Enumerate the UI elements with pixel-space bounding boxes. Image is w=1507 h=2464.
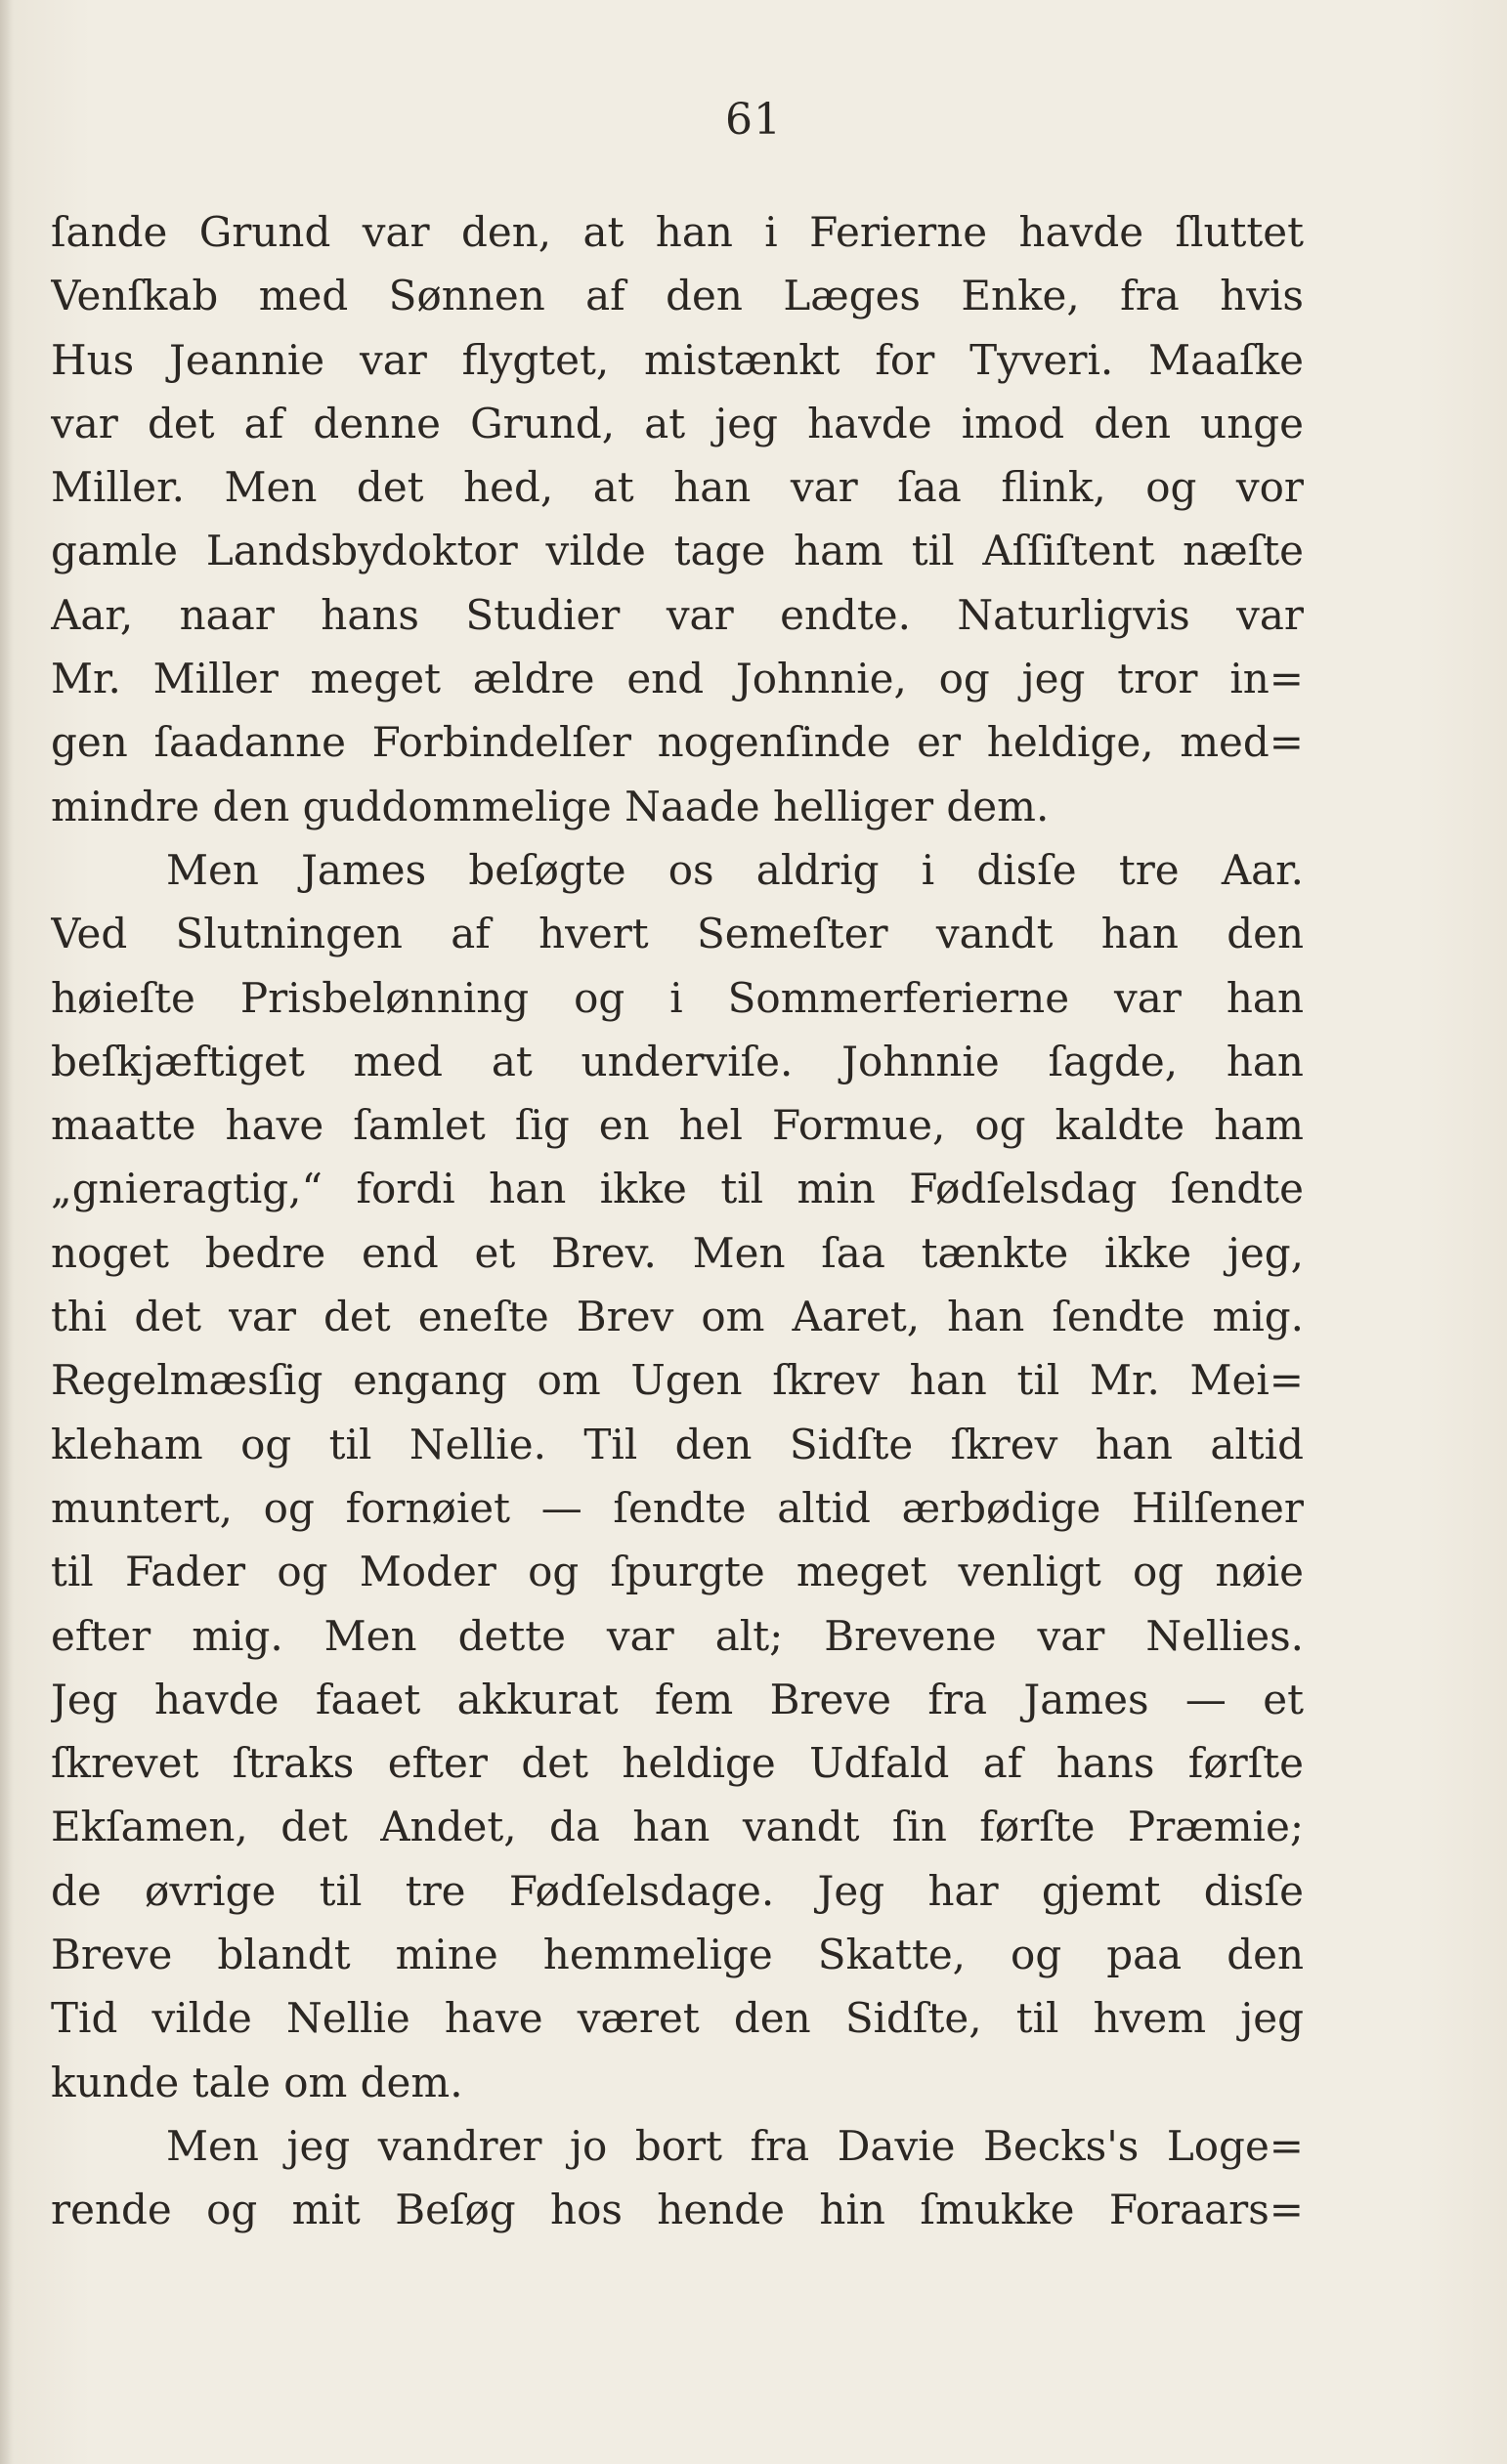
text-line: ſande Grund var den, at han i Ferierne havde ſluttet [51, 208, 1304, 256]
text-line: de øvrige til tre Fødſelsdage. Jeg har gjemt disſe [51, 1866, 1304, 1915]
text-line: maatte have ſamlet ſig en hel Formue, og kaldte ham [51, 1101, 1304, 1150]
text-line: Jeg havde faaet akkurat fem Breve fra James — et [51, 1675, 1304, 1723]
text-line: Mr. Miller meget ældre end Johnnie, og jeg tror in= [51, 655, 1304, 703]
text-line: høieſte Prisbelønning og i Sommerferierne var han [51, 973, 1304, 1022]
text-line: Ved Slutningen af hvert Semeſter vandt han den [51, 910, 1304, 958]
text-line: efter mig. Men dette var alt; Brevene var Nellies. [51, 1611, 1304, 1660]
text-line: Breve blandt mine hemmelige Skatte, og paa den [51, 1931, 1304, 1979]
text-line: til Fader og Moder og ſpurgte meget venligt og nøie [51, 1548, 1304, 1596]
text-line: var det af denne Grund, at jeg havde imod den unge [51, 399, 1304, 447]
text-line: rende og mit Beſøg hos hende hin ſmukke Foraars= [51, 2186, 1304, 2234]
text-line: „gnieragtig,“ fordi han ikke til min Fødſelsdag ſendte [51, 1165, 1304, 1213]
text-line: Miller. Men det hed, at han var ſaa flink, og vor [51, 463, 1304, 512]
text-line: mindre den guddommelige Naade helliger dem. [51, 782, 1050, 830]
text-line: muntert, og fornøiet — ſendte altid ærbødige Hilſener [51, 1483, 1304, 1532]
text-line: ſkrevet ſtraks efter det heldige Udfald af hans førſte [51, 1739, 1304, 1788]
text-line: Regelmæsſig engang om Ugen ſkrev han til Mr. Mei= [51, 1356, 1304, 1405]
text-line: Men James beſøgte os aldrig i disſe tre Aar. [166, 845, 1304, 894]
text-line: Men jeg vandrer jo bort fra Davie Becks's Loge= [166, 2121, 1304, 2170]
text-line: beſkjæftiget med at underviſe. Johnnie ſagde, han [51, 1037, 1304, 1085]
text-line: Hus Jeannie var flygtet, mistænkt for Tyveri. Maaſke [51, 335, 1304, 384]
text-line: Tid vilde Nellie have været den Sidſte, til hvem jeg [51, 1994, 1304, 2043]
text-line: thi det var det eneſte Brev om Aaret, han ſendte mig. [51, 1293, 1304, 1341]
body-text [51, 200, 1304, 2242]
text-line: Ekſamen, det Andet, da han vandt ſin førſte Præmie; [51, 1803, 1304, 1851]
text-line: Aar, naar hans Studier var endte. Naturligvis var [51, 590, 1304, 639]
page-edge-shadow [0, 0, 14, 2464]
text-line: gamle Landsbydoktor vilde tage ham til Aſſiſtent næſte [51, 527, 1304, 575]
text-line: kunde tale om dem. [51, 2058, 463, 2106]
text-line: gen ſaadanne Forbindelſer nogenſinde er heldige, med= [51, 718, 1304, 767]
text-line: Venſkab med Sønnen af den Læges Enke, fra hvis [51, 272, 1304, 320]
text-line: kleham og til Nellie. Til den Sidſte ſkrev han altid [51, 1420, 1304, 1468]
text-line: noget bedre end et Brev. Men ſaa tænkte ikke jeg, [51, 1228, 1304, 1277]
page-number: 61 [725, 95, 782, 145]
